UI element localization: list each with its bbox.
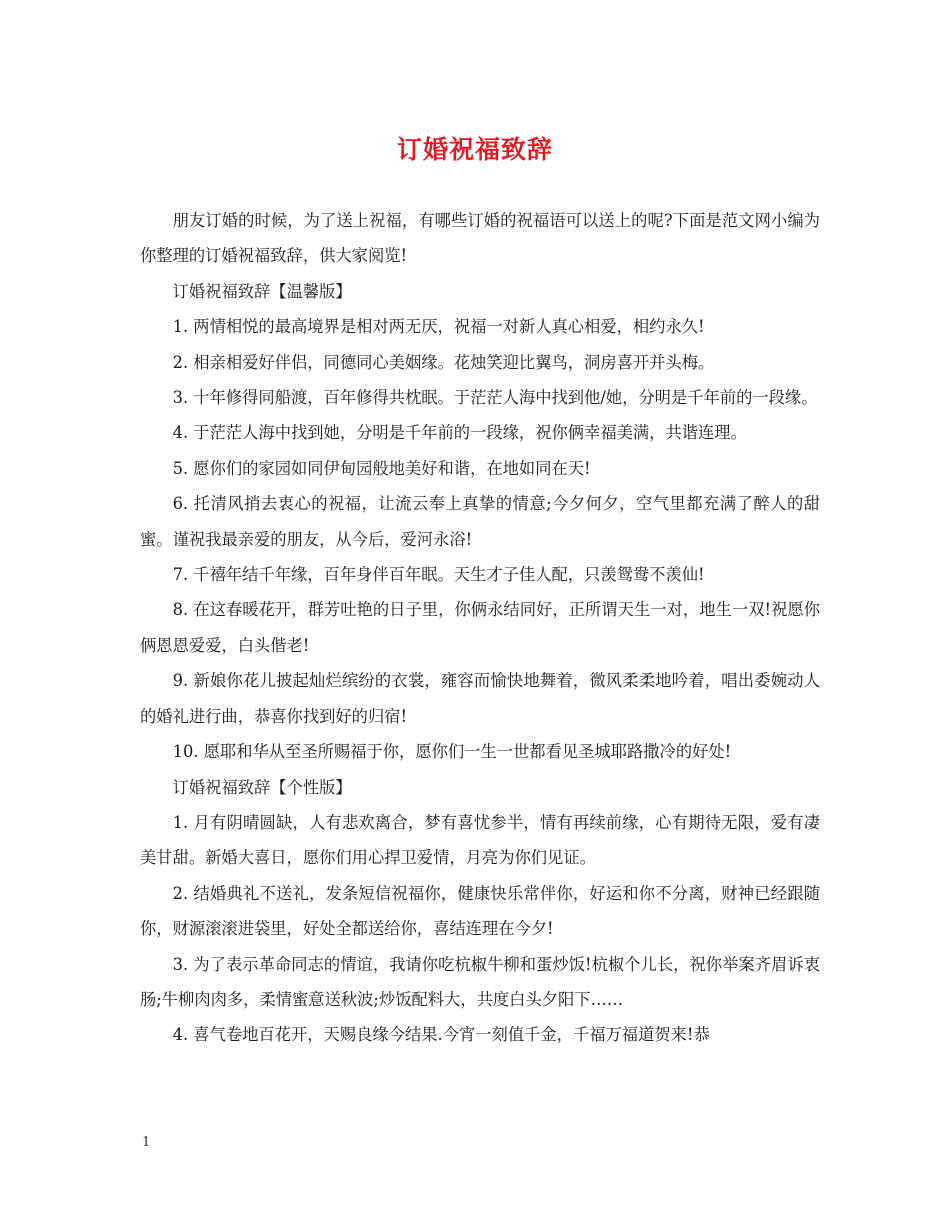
paragraph-item: 3. 为了表示革命同志的情谊，我请你吃杭椒牛柳和蛋炒饭!杭椒个儿长，祝你举案齐眉诉衷肠;牛柳肉肉多，柔情蜜意送秋波;炒饭配料大，共度白头夕阳下……	[140, 954, 820, 1009]
paragraph-item: 2. 相亲相爱好伴侣，同德同心美姻缘。花烛笑迎比翼鸟，洞房喜开并头梅。	[172, 352, 715, 372]
paragraph-item: 6. 托清风捎去衷心的祝福，让流云奉上真挚的情意;今夕何夕，空气里都充满了醉人的甜蜜。谨祝我最亲爱的朋友，从今后，爱河永浴!	[140, 494, 820, 549]
paragraph-item: 1. 月有阴晴圆缺，人有悲欢离合，梦有喜忧参半，情有再续前缘，心有期待无限，爱有凄美甘甜。新婚大喜日，愿你们用心捍卫爱情，月亮为你们见证。	[140, 812, 820, 868]
section-heading-warm: 订婚祝福致辞【温馨版】	[172, 281, 352, 301]
paragraph-item: 3. 十年修得同船渡，百年修得共枕眠。于茫茫人海中找到他/她，分明是千年前的一段缘。	[172, 388, 818, 408]
paragraph-item: 2. 结婚典礼不送礼，发条短信祝福你，健康快乐常伴你，好运和你不分离，财神已经跟随你，财源滚滚进袋里，好处全都送给你，喜结连理在今夕!	[140, 883, 820, 939]
paragraph-item: 5. 愿你们的家园如同伊甸园般地美好和谐，在地如同在天!	[172, 458, 591, 478]
document-title: 订婚祝福致辞	[396, 135, 553, 164]
paragraph-item: 10. 愿耶和华从至圣所赐福于你，愿你们一生一世都看见圣城耶路撒冷的好处!	[172, 742, 732, 762]
paragraph-item: 8. 在这春暖花开，群芳吐艳的日子里，你俩永结同好，正所谓天生一对，地生一双!祝愿你俩恩恩爱爱，白头偕老!	[140, 600, 820, 655]
paragraph-item: 7. 千禧年结千年缘，百年身伴百年眠。天生才子佳人配，只羡鸳鸯不羡仙!	[172, 565, 705, 585]
page-number: 1	[142, 1135, 151, 1150]
document-body	[140, 203, 820, 1053]
paragraph-item: 1. 两情相悦的最高境界是相对两无厌，祝福一对新人真心相爱，相约永久!	[172, 317, 705, 337]
paragraph-item: 4. 于茫茫人海中找到她，分明是千年前的一段缘，祝你俩幸福美满，共谐连理。	[172, 423, 747, 443]
section-heading-personal: 订婚祝福致辞【个性版】	[172, 777, 352, 797]
paragraph-intro: 朋友订婚的时候，为了送上祝福，有哪些订婚的祝福语可以送上的呢?下面是范文网小编为你整理的订婚祝福致辞，供大家阅览!	[140, 211, 820, 266]
paragraph-item: 4. 喜气卷地百花开，天赐良缘今结果.今宵一刻值千金，千福万福道贺来!恭	[172, 1025, 710, 1045]
paragraph-item: 9. 新娘你花儿披起灿烂缤纷的衣裳，雍容而愉快地舞着，微风柔柔地吟着，唱出委婉动人的婚礼进行曲，恭喜你找到好的归宿!	[140, 671, 820, 726]
